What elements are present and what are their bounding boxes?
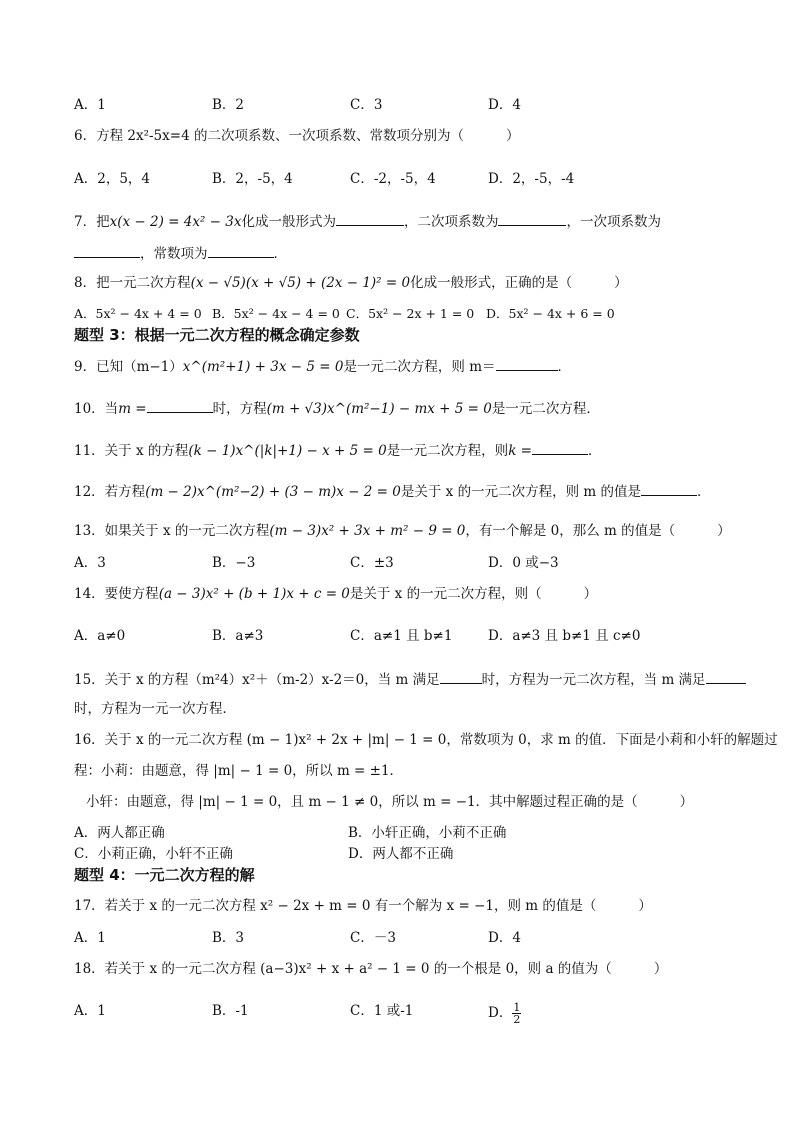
q16-option-a: A．两人都正确 <box>74 825 165 841</box>
q13-prefix: 13．如果关于 x 的一元二次方程 <box>74 523 270 539</box>
q13-option-a: A．3 <box>74 555 106 571</box>
q16-option-b: B．小轩正确，小莉不正确 <box>348 825 507 841</box>
question-13 <box>74 522 731 540</box>
q17-option-a: A．1 <box>74 930 106 946</box>
q5-option-d: D．4 <box>488 97 521 113</box>
q15-line1: 15．关于 x 的方程（m²4）x²＋（m-2）x-2＝0，当 m 满足 <box>74 672 440 688</box>
question-14 <box>74 585 597 603</box>
question-7-line2 <box>74 243 287 263</box>
q9-suffix: 是一元二次方程，则 m＝ <box>343 359 496 375</box>
q6-option-c: C．-2，-5，4 <box>350 171 436 187</box>
q6-close: ） <box>505 128 520 144</box>
q13-option-b: B．−3 <box>212 555 256 571</box>
q14-option-a: A．a≠0 <box>74 628 126 644</box>
q7-part1: 化成一般形式为 <box>241 214 336 230</box>
q6-option-d: D．2，-5，-4 <box>488 171 575 187</box>
q7-blank-linear-coef[interactable] <box>74 243 140 258</box>
q17-options <box>74 929 734 947</box>
q7-part3: ，一次项系数为 <box>566 214 661 230</box>
q12-expression: (m − 2)x^(m²−2) + (3 − m)x − 2 = 0 <box>145 484 401 500</box>
q5-option-c: C．3 <box>350 97 383 113</box>
q15-mid: 时，方程为一元二次方程，当 m 满足 <box>481 672 706 688</box>
q10-prefix: 10．当 <box>74 401 119 417</box>
q13-option-d: D．0 或−3 <box>488 555 559 571</box>
q8-option-d: D．5x² − 4x + 6 = 0 <box>486 306 615 321</box>
q7-prefix: 7．把 <box>74 214 110 230</box>
q9-expression: x^(m²+1) + 3x − 5 = 0 <box>182 359 344 375</box>
q5-options <box>74 96 734 114</box>
q14-expression: (a − 3)x² + (b + 1)x + c = 0 <box>158 586 350 602</box>
q6-option-a: A．2，5，4 <box>74 171 151 187</box>
q14-options <box>74 627 734 645</box>
q12-prefix: 12．若方程 <box>74 484 146 500</box>
q11-end: ． <box>587 443 602 459</box>
q7-blank-quadratic-coef[interactable] <box>498 211 566 226</box>
q7-part5: ． <box>273 246 287 262</box>
q18-options <box>74 1001 734 1026</box>
q14-prefix: 14．要使方程 <box>74 586 159 602</box>
q12-answer-blank[interactable] <box>641 481 697 496</box>
q16-option-d: D．两人都不正确 <box>348 846 454 862</box>
q16-option-c: C．小莉正确，小轩不正确 <box>74 846 233 862</box>
q11-variable: k = <box>508 443 532 459</box>
q18-option-d-label: D． <box>488 1005 513 1021</box>
q8-option-a: A．5x² − 4x + 4 = 0 <box>74 306 202 321</box>
question-11 <box>74 440 601 460</box>
q13-close: ） <box>717 523 731 539</box>
q7-expression: x(x − 2) = 4x² − 3x <box>109 214 242 230</box>
q15-blank-linear[interactable] <box>706 669 746 684</box>
q6-option-b: B．2，-5，4 <box>212 171 293 187</box>
question-7-line1 <box>74 211 661 231</box>
section-3-heading: 题型 3：根据一元二次方程的概念确定参数 <box>74 326 360 344</box>
q13-suffix: ，有一个解是 0，那么 m 的值是（ <box>465 523 676 539</box>
q11-suffix: 是一元二次方程，则 <box>386 443 509 459</box>
q12-end: ． <box>696 484 711 500</box>
question-15-line2: 时，方程为一元一次方程． <box>74 701 236 717</box>
q8-options <box>74 305 734 323</box>
q18-option-a: A．1 <box>74 1003 106 1019</box>
q18-fraction-numerator: 1 <box>513 1001 521 1014</box>
q17-option-d: D．4 <box>488 930 521 946</box>
q18-option-b: B．-1 <box>212 1003 249 1019</box>
question-16-line1: 16．关于 x 的一元二次方程 (m − 1)x² + 2x + |m| − 1 = 0，常数项为 0，求 m 的值．下面是小莉和小轩的解题过 <box>74 732 778 748</box>
question-17 <box>74 897 652 915</box>
q5-option-a: A．1 <box>74 97 106 113</box>
q13-option-c: C．±3 <box>350 555 394 571</box>
q18-fraction-denominator: 2 <box>513 1013 521 1026</box>
q10-variable: m = <box>118 401 147 417</box>
q16-options-row2 <box>74 845 734 863</box>
question-9 <box>74 356 571 376</box>
q18-close: ） <box>653 961 668 977</box>
q11-prefix: 11．关于 x 的方程 <box>74 443 189 459</box>
q14-option-d: D．a≠3 且 b≠1 且 c≠0 <box>488 628 641 644</box>
q14-suffix: 是关于 x 的一元二次方程，则（ <box>349 586 542 602</box>
question-8 <box>74 274 628 292</box>
question-15-line1 <box>74 669 746 689</box>
question-10 <box>74 398 600 418</box>
q9-end: ． <box>557 359 572 375</box>
q8-close: ） <box>614 275 628 291</box>
q14-option-c: C．a≠1 且 b≠1 <box>350 628 453 644</box>
q7-part4: ，常数项为 <box>140 246 208 262</box>
question-16-line2: 程：小莉：由题意，得 |m| − 1 = 0，所以 m = ±1． <box>74 763 404 779</box>
question-6 <box>74 127 519 145</box>
q10-expression: (m + √3)x^(m²−1) − mx + 5 = 0 <box>266 401 492 417</box>
q15-blank-quadratic[interactable] <box>440 669 482 684</box>
q9-answer-blank[interactable] <box>496 356 558 371</box>
q18-option-d <box>488 1002 521 1025</box>
q10-suffix: 是一元二次方程． <box>491 401 600 417</box>
q13-options <box>74 554 734 572</box>
q14-close: ） <box>583 586 598 602</box>
q8-prefix: 8．把一元二次方程 <box>74 275 191 291</box>
q5-option-b: B．2 <box>212 97 245 113</box>
q16-close: ） <box>679 794 694 810</box>
q17-option-c: C．－3 <box>350 930 396 946</box>
q8-suffix: 化成一般形式，正确的是（ <box>410 275 573 291</box>
q16-line3: 小轩：由题意，得 |m| − 1 = 0，且 m − 1 ≠ 0，所以 m = −1．其中解题过程正确的是（ <box>86 794 638 810</box>
q7-part2: ，二次项系数为 <box>403 214 499 230</box>
q17-close: ） <box>638 898 652 914</box>
q18-text: 18．若关于 x 的一元二次方程 (a−3)x² + x + a² − 1 = 0 的一个根是 0，则 a 的值为（ <box>74 961 612 977</box>
q7-blank-general-form[interactable] <box>336 211 404 226</box>
q6-options <box>74 170 734 188</box>
q17-text: 17．若关于 x 的一元二次方程 x² − 2x + m = 0 有一个解为 x = −1，则 m 的值是（ <box>74 898 597 914</box>
question-16-line3 <box>86 793 693 811</box>
q8-expression: (x − √5)(x + √5) + (2x − 1)² = 0 <box>190 275 411 291</box>
q11-expression: (k − 1)x^(|k|+1) − x + 5 = 0 <box>188 443 387 459</box>
q8-option-c: C．5x² − 2x + 1 = 0 <box>346 306 475 321</box>
q14-option-b: B．a≠3 <box>212 628 264 644</box>
q11-answer-blank[interactable] <box>532 440 588 455</box>
question-12 <box>74 481 710 501</box>
q10-answer-blank[interactable] <box>147 398 213 413</box>
q6-text: 6．方程 2x²-5x=4 的二次项系数、一次项系数、常数项分别为（ <box>74 128 464 144</box>
q16-options-row1 <box>74 824 734 842</box>
q10-mid: 时，方程 <box>212 401 267 417</box>
q7-blank-constant[interactable] <box>208 243 274 258</box>
q18-option-c: C．1 或-1 <box>350 1003 414 1019</box>
section-4-heading: 题型 4：一元二次方程的解 <box>74 866 255 884</box>
q12-suffix: 是关于 x 的一元二次方程，则 m 的值是 <box>400 484 641 500</box>
q17-option-b: B．3 <box>212 930 245 946</box>
q9-prefix: 9．已知（m−1） <box>74 359 183 375</box>
q13-expression: (m − 3)x² + 3x + m² − 9 = 0 <box>269 523 466 539</box>
q8-option-b: B．5x² − 4x − 4 = 0 <box>212 306 340 321</box>
question-18 <box>74 960 667 978</box>
q18-fraction <box>512 1002 521 1025</box>
